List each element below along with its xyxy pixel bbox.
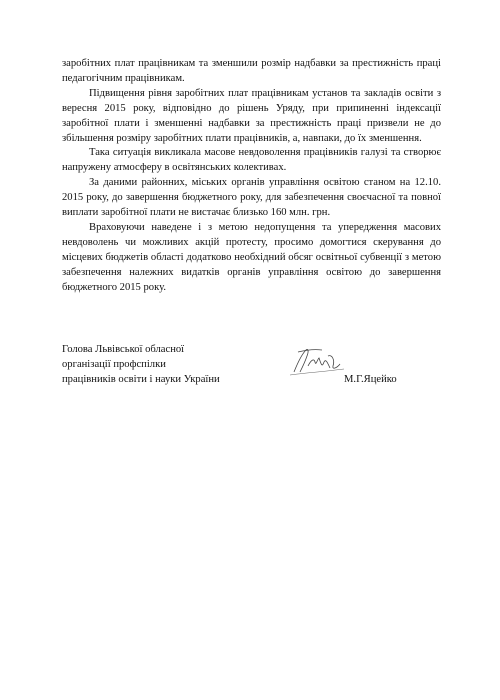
paragraph-budget-shortfall: За даними районних, міських органів управління освітою станом на 12.10. 2015 року, до завершення бюджетного року, для забезпечення своєчасної та повної виплати заробітної плати не вистачає близько 160 млн. грн. bbox=[62, 177, 441, 219]
paragraph-continuation: заробітних плат працівникам та зменшили розмір надбавки за престижність праці педагогічним працівникам. bbox=[62, 58, 441, 84]
signatory-name: М.Г.Яцейко bbox=[344, 374, 397, 385]
handwritten-signature-icon bbox=[288, 342, 348, 382]
signature-block bbox=[62, 342, 452, 392]
letter-body bbox=[62, 57, 441, 296]
paragraph-request: Враховуючи наведене і з метою недопущення та упередження масових невдоволень чи можливих акцій протесту, просимо домогтися скерування до місцевих бюджетів області додатково необхідний обсяг освітньої субвенції з метою забезпечення належних видатків органів управління освітою до завершення бюджетного 2015 року. bbox=[62, 221, 441, 293]
paragraph-dissatisfaction: Така ситуація викликала масове невдоволення працівників галузі та створює напружену атмосферу в освітянських колективах. bbox=[62, 147, 441, 174]
signatory-title-line-3: працівників освіти і науки України bbox=[62, 374, 220, 385]
signatory-title-line-2: організації профспілки bbox=[62, 359, 166, 370]
signatory-title-line-1: Голова Львівської обласної bbox=[62, 344, 185, 355]
paragraph-salary-increase: Підвищення рівня заробітних плат працівникам установ та закладів освіти з вересня 2015 року, відповідно до рішень Уряду, при припиненні індексації заробітної плати і зменшенні надбавки за престижність праці призвели не до збільшення розміру заробітних плати працівників, а, навпаки, до їх зменшення. bbox=[62, 87, 441, 144]
